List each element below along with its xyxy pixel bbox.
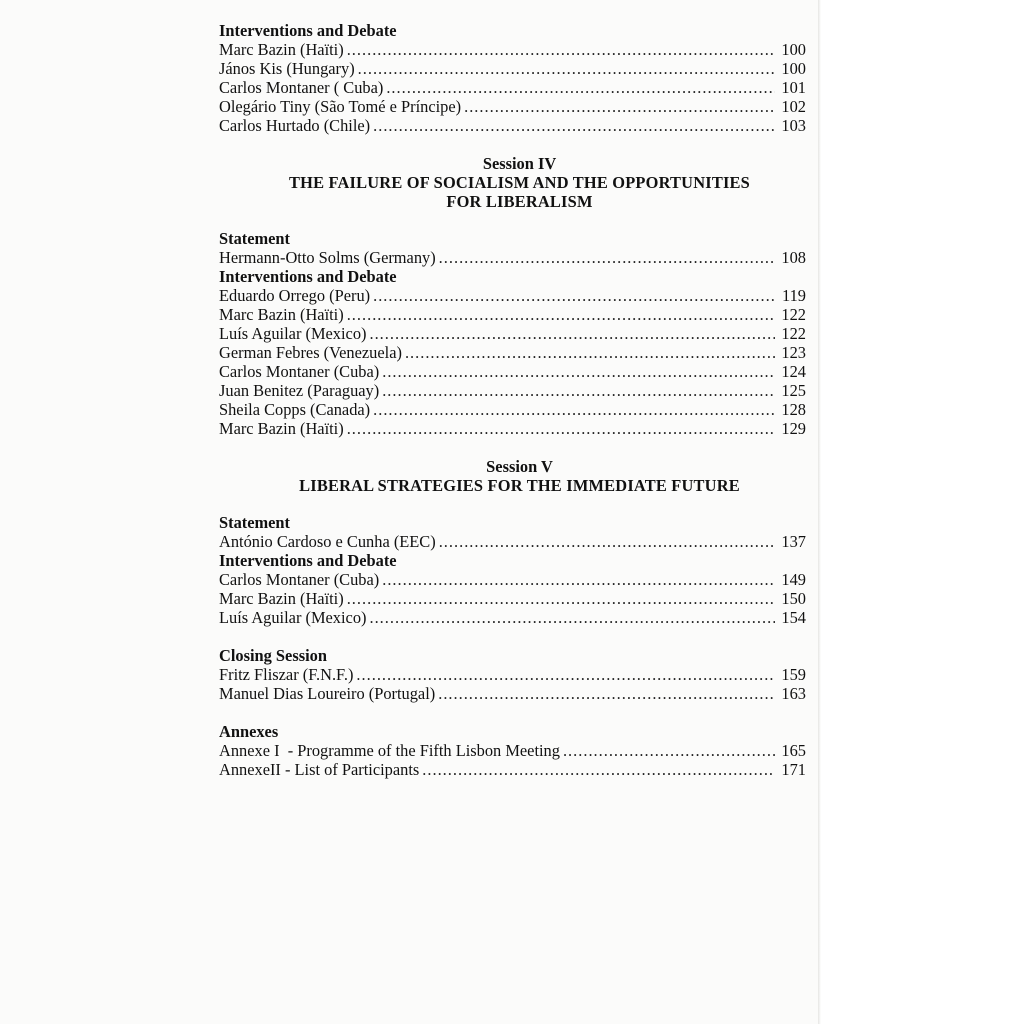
toc-entry xyxy=(219,40,806,59)
leader-dots xyxy=(369,608,775,627)
leader-dots xyxy=(347,40,775,59)
entry-page: 150 xyxy=(781,589,806,608)
toc-entry xyxy=(219,760,806,779)
entry-name: Hermann-Otto Solms (Germany) xyxy=(219,248,436,267)
entry-page: 163 xyxy=(781,684,806,703)
entry-name: Carlos Montaner (Cuba) xyxy=(219,362,380,381)
page-edge xyxy=(818,0,821,1024)
toc-entry xyxy=(219,362,806,381)
entry-page: 124 xyxy=(781,362,806,381)
entry-name: Marc Bazin (Haïti) xyxy=(219,589,344,608)
entry-name: Eduardo Orrego (Peru) xyxy=(219,286,371,305)
entry-page: 159 xyxy=(781,665,806,684)
entry-name: AnnexeII - List of Participants xyxy=(219,760,420,779)
table-of-contents xyxy=(219,21,806,779)
session-header xyxy=(219,154,806,211)
entry-name: Marc Bazin (Haïti) xyxy=(219,419,344,438)
entry-page: 154 xyxy=(781,608,806,627)
toc-entry xyxy=(219,400,806,419)
entry-page: 122 xyxy=(781,305,806,324)
leader-dots xyxy=(563,741,775,760)
entry-page: 149 xyxy=(781,570,806,589)
toc-entry xyxy=(219,665,806,684)
entry-page: 103 xyxy=(781,116,806,135)
entry-page: 119 xyxy=(782,286,806,305)
leader-dots xyxy=(358,59,775,78)
session-title-line: THE FAILURE OF SOCIALISM AND THE OPPORTUNITIES xyxy=(289,173,750,192)
leader-dots xyxy=(439,532,775,551)
leader-dots xyxy=(382,381,775,400)
entry-name: Sheila Copps (Canada) xyxy=(219,400,371,419)
leader-dots xyxy=(347,419,775,438)
leader-dots xyxy=(382,362,775,381)
toc-entry xyxy=(219,532,806,551)
entry-name: Carlos Montaner (Cuba) xyxy=(219,570,380,589)
entry-page: 171 xyxy=(781,760,806,779)
toc-entry xyxy=(219,419,806,438)
entry-page: 165 xyxy=(781,741,806,760)
entry-page: 137 xyxy=(781,532,806,551)
toc-entry xyxy=(219,286,806,305)
annexes-heading: Annexes xyxy=(219,722,279,741)
session-header xyxy=(219,457,806,495)
entry-page: 122 xyxy=(781,324,806,343)
entry-name: Carlos Hurtado (Chile) xyxy=(219,116,371,135)
entry-name: Luís Aguilar (Mexico) xyxy=(219,324,367,343)
entry-page: 123 xyxy=(781,343,806,362)
toc-entry xyxy=(219,570,806,589)
entry-page: 100 xyxy=(781,40,806,59)
statement-heading: Statement xyxy=(219,229,291,248)
section-heading: Interventions and Debate xyxy=(219,21,397,40)
leader-dots xyxy=(382,570,775,589)
entry-page: 102 xyxy=(781,97,806,116)
entry-name: António Cardoso e Cunha (EEC) xyxy=(219,532,436,551)
leader-dots xyxy=(373,286,775,305)
entry-page: 108 xyxy=(781,248,806,267)
section-heading: Interventions and Debate xyxy=(219,267,397,286)
leader-dots xyxy=(439,248,775,267)
entry-name: Marc Bazin (Haïti) xyxy=(219,40,344,59)
entry-page: 125 xyxy=(781,381,806,400)
entry-page: 128 xyxy=(781,400,806,419)
entry-name: Juan Benitez (Paraguay) xyxy=(219,381,380,400)
leader-dots xyxy=(405,343,775,362)
session-label: Session IV xyxy=(482,154,557,173)
entry-name: Luís Aguilar (Mexico) xyxy=(219,608,367,627)
entry-name: German Febres (Venezuela) xyxy=(219,343,402,362)
leader-dots xyxy=(422,760,775,779)
leader-dots xyxy=(373,116,775,135)
toc-entry xyxy=(219,324,806,343)
toc-entry xyxy=(219,684,806,703)
session-title-line: LIBERAL STRATEGIES FOR THE IMMEDIATE FUTURE xyxy=(299,476,740,495)
entry-name: Manuel Dias Loureiro (Portugal) xyxy=(219,684,436,703)
leader-dots xyxy=(356,665,775,684)
toc-entry xyxy=(219,608,806,627)
entry-name: Olegário Tiny (São Tomé e Príncipe) xyxy=(219,97,462,116)
toc-entry xyxy=(219,589,806,608)
leader-dots xyxy=(386,78,775,97)
leader-dots xyxy=(373,400,775,419)
section-heading: Interventions and Debate xyxy=(219,551,397,570)
session-title-line: FOR LIBERALISM xyxy=(446,192,593,211)
entry-name: Fritz Fliszar (F.N.F.) xyxy=(219,665,354,684)
toc-entry xyxy=(219,97,806,116)
toc-entry xyxy=(219,116,806,135)
leader-dots xyxy=(369,324,775,343)
toc-entry xyxy=(219,741,806,760)
closing-heading: Closing Session xyxy=(219,646,327,665)
entry-name: Carlos Montaner ( Cuba) xyxy=(219,78,384,97)
entry-name: Annexe I - Programme of the Fifth Lisbon Meeting xyxy=(219,741,560,760)
toc-entry xyxy=(219,78,806,97)
entry-name: Marc Bazin (Haïti) xyxy=(219,305,344,324)
toc-entry xyxy=(219,59,806,78)
toc-entry xyxy=(219,381,806,400)
toc-entry xyxy=(219,305,806,324)
session-label: Session V xyxy=(486,457,553,476)
toc-entry xyxy=(219,343,806,362)
statement-heading: Statement xyxy=(219,513,291,532)
entry-page: 101 xyxy=(781,78,806,97)
entry-page: 100 xyxy=(781,59,806,78)
leader-dots xyxy=(438,684,775,703)
leader-dots xyxy=(347,305,775,324)
leader-dots xyxy=(347,589,775,608)
leader-dots xyxy=(464,97,775,116)
entry-name: János Kis (Hungary) xyxy=(219,59,355,78)
toc-entry xyxy=(219,248,806,267)
entry-page: 129 xyxy=(781,419,806,438)
